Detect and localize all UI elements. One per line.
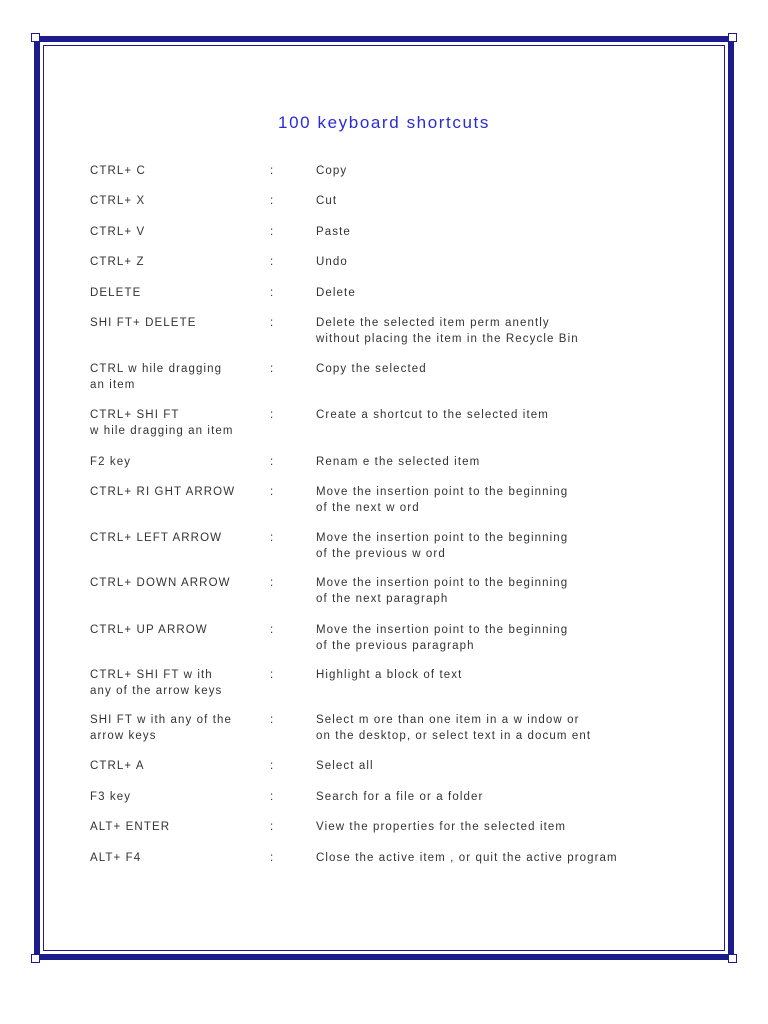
shortcut-description: Create a shortcut to the selected item [316, 409, 549, 421]
page-title: 100 keyboard shortcuts [278, 113, 490, 132]
corner-ornament-bottom-right [728, 954, 737, 963]
shortcut-key: ALT+ F4 [90, 852, 142, 864]
shortcut-key: ALT+ ENTER [90, 821, 171, 833]
shortcut-key: CTRL+ Z [90, 256, 145, 268]
shortcut-description: Close the active item , or quit the active program [316, 852, 618, 864]
shortcut-key: CTRL+ DOWN ARROW [90, 577, 231, 589]
shortcut-key: CTRL+ UP ARROW [90, 624, 208, 636]
separator: : [270, 287, 275, 299]
corner-ornament-bottom-left [31, 954, 40, 963]
corner-ornament-top-right [728, 33, 737, 42]
separator: : [270, 409, 275, 421]
separator: : [270, 821, 275, 833]
separator: : [270, 669, 275, 681]
shortcut-description: Cut [316, 195, 338, 207]
shortcut-description: Move the insertion point to the beginning of the previous paragraph [316, 624, 569, 652]
shortcut-key: CTRL w hile dragging an item [90, 363, 223, 391]
shortcut-key: SHI FT+ DELETE [90, 317, 197, 329]
shortcut-description: View the properties for the selected item [316, 821, 567, 833]
shortcut-key: F3 key [90, 791, 132, 803]
corner-ornament-top-left [31, 33, 40, 42]
shortcut-description: Search for a file or a folder [316, 791, 484, 803]
shortcut-key: SHI FT w ith any of the arrow keys [90, 714, 233, 742]
separator: : [270, 532, 275, 544]
shortcut-description: Delete the selected item perm anently without placing the item in the Recycle Bin [316, 317, 579, 345]
separator: : [270, 317, 275, 329]
shortcut-description: Copy the selected [316, 363, 427, 375]
shortcut-key: CTRL+ A [90, 760, 145, 772]
shortcut-description: Undo [316, 256, 348, 268]
shortcut-key: DELETE [90, 287, 142, 299]
shortcut-description: Move the insertion point to the beginning of the previous w ord [316, 532, 569, 560]
shortcut-description: Copy [316, 165, 348, 177]
shortcut-description: Move the insertion point to the beginning of the next w ord [316, 486, 569, 514]
separator: : [270, 195, 275, 207]
shortcut-key: CTRL+ RI GHT ARROW [90, 486, 236, 498]
separator: : [270, 852, 275, 864]
shortcut-description: Move the insertion point to the beginning of the next paragraph [316, 577, 569, 605]
separator: : [270, 760, 275, 772]
shortcut-description: Paste [316, 226, 351, 238]
shortcut-description: Renam e the selected item [316, 456, 481, 468]
shortcut-key: CTRL+ SHI FT w hile dragging an item [90, 409, 234, 437]
separator: : [270, 363, 275, 375]
shortcut-key: CTRL+ LEFT ARROW [90, 532, 223, 544]
separator: : [270, 486, 275, 498]
separator: : [270, 791, 275, 803]
separator: : [270, 577, 275, 589]
separator: : [270, 714, 275, 726]
shortcut-key: F2 key [90, 456, 132, 468]
shortcut-description: Highlight a block of text [316, 669, 463, 681]
shortcut-key: CTRL+ V [90, 226, 146, 238]
separator: : [270, 226, 275, 238]
separator: : [270, 256, 275, 268]
shortcut-description: Select all [316, 760, 374, 772]
shortcut-key: CTRL+ SHI FT w ith any of the arrow keys [90, 669, 223, 697]
separator: : [270, 165, 275, 177]
separator: : [270, 624, 275, 636]
shortcut-description: Delete [316, 287, 356, 299]
shortcut-key: CTRL+ C [90, 165, 146, 177]
shortcut-key: CTRL+ X [90, 195, 146, 207]
shortcut-description: Select m ore than one item in a w indow or on the desktop, or select text in a docum ent [316, 714, 592, 742]
separator: : [270, 456, 275, 468]
